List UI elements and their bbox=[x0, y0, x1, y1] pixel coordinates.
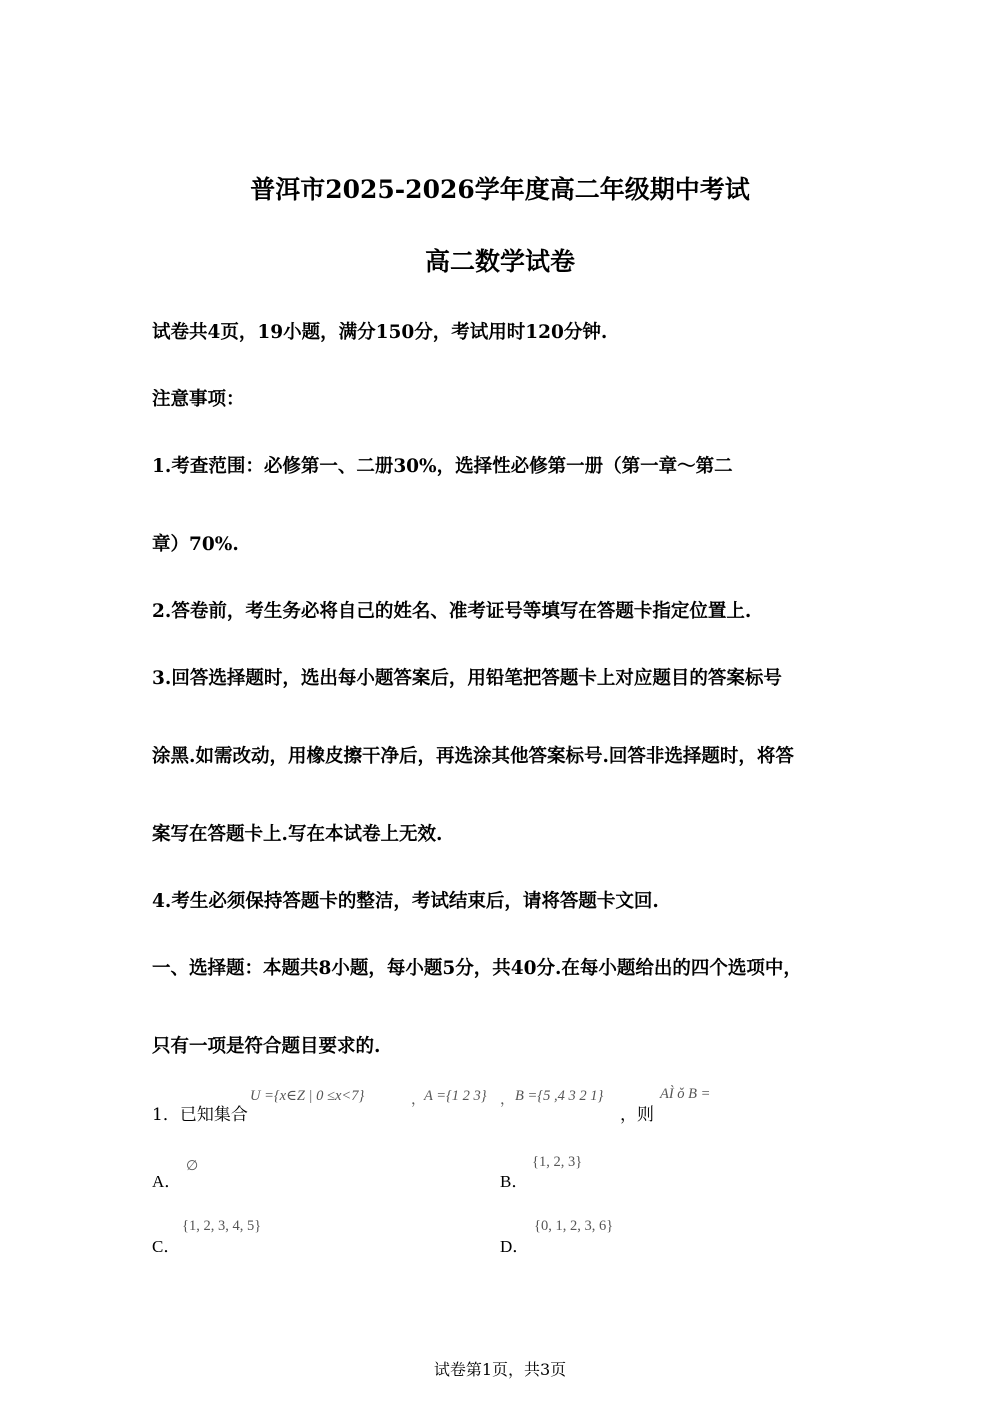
notice-line: 涂黑.如需改动，用橡皮擦干净后，再选涂其他答案标号.回答非选择题时，将答 bbox=[152, 746, 794, 767]
section-heading: 只有一项是符合题目要求的. bbox=[152, 1036, 381, 1057]
option-d-label: D． bbox=[500, 1237, 530, 1256]
option-b-label: B． bbox=[500, 1172, 529, 1191]
exam-intro: 试卷共4页，19小题，满分150分，考试用时120分钟. bbox=[152, 322, 608, 343]
complement-expression: AÌ ǒ B = bbox=[660, 1086, 711, 1102]
notice-line: 案写在答题卡上.写在本试卷上无效. bbox=[152, 824, 443, 845]
option-a-value: ∅ bbox=[186, 1159, 199, 1174]
option-c-value: {1, 2, 3, 4, 5} bbox=[182, 1218, 262, 1234]
page-footer: 试卷第1页，共3页 bbox=[433, 1360, 567, 1379]
section-heading: 一、选择题：本题共8小题，每小题5分，共40分.在每小题给出的四个选项中， bbox=[152, 958, 802, 979]
notice-line: 章）70%. bbox=[152, 534, 239, 555]
set-a-formula: A ={1 2 3} bbox=[424, 1088, 487, 1104]
option-d-value: {0, 1, 2, 3, 6} bbox=[534, 1218, 614, 1234]
option-c-label: C． bbox=[152, 1237, 181, 1256]
set-u-formula: U ={x∈Z | 0 ≤x<7} bbox=[250, 1088, 365, 1104]
option-b-value: {1, 2, 3} bbox=[532, 1154, 583, 1170]
separator: ， bbox=[411, 1092, 426, 1108]
notice-line: 3.回答选择题时，选出每小题答案后，用铅笔把答题卡上对应题目的答案标号 bbox=[152, 668, 782, 689]
notice-line: 1.考查范围：必修第一、二册30%，选择性必修第一册（第一章～第二 bbox=[152, 456, 733, 477]
question-1-prefix: 1．已知集合 bbox=[152, 1105, 248, 1125]
notice-line: 2.答卷前，考生务必将自己的姓名、准考证号等填写在答题卡指定位置上. bbox=[152, 601, 752, 622]
page-title: 普洱市2025-2026学年度高二年级期中考试 bbox=[250, 175, 750, 204]
separator: ， bbox=[500, 1092, 515, 1108]
page-subtitle: 高二数学试卷 bbox=[424, 247, 575, 276]
notice-heading: 注意事项： bbox=[152, 389, 245, 410]
option-a-label: A． bbox=[152, 1172, 182, 1191]
set-b-formula: B ={5 ,4 3 2 1} bbox=[515, 1088, 604, 1104]
notice-line: 4.考生必须保持答题卡的整洁，考试结束后，请将答题卡文回. bbox=[152, 891, 659, 912]
question-1-suffix: ，则 bbox=[620, 1105, 654, 1125]
